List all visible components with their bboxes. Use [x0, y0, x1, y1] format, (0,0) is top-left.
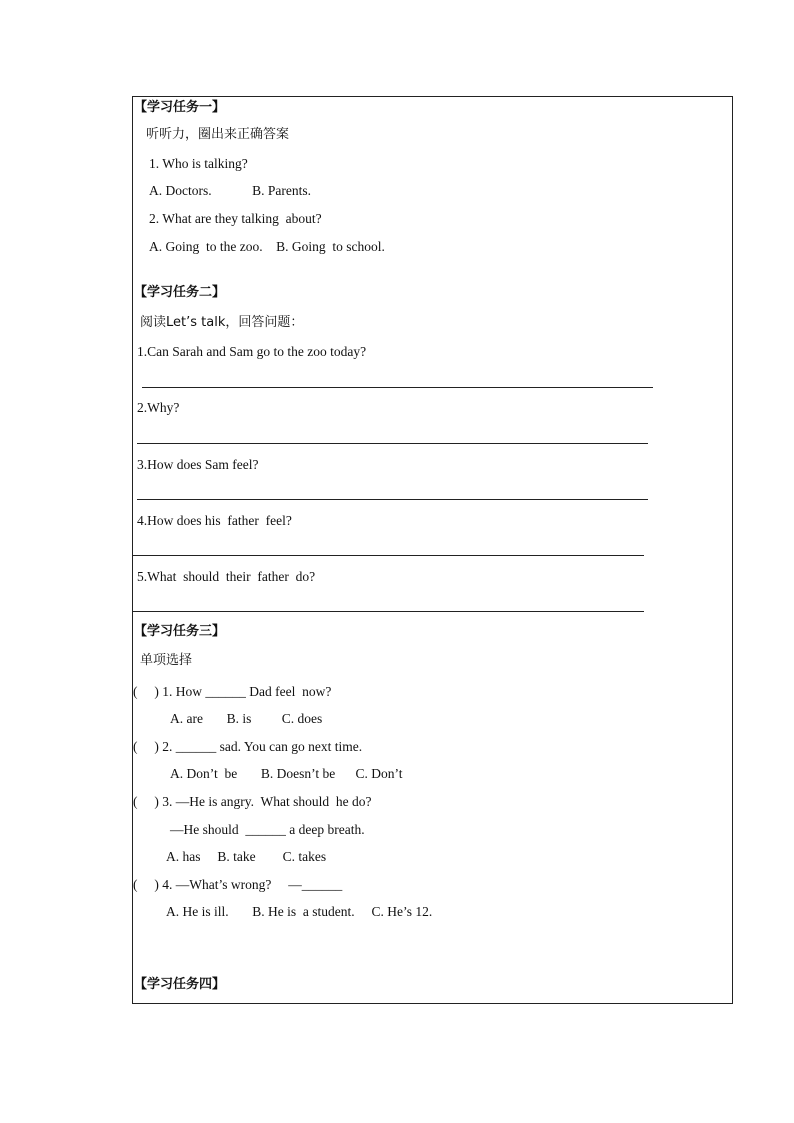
task2-question-4: 4.How does his father feel? — [137, 513, 292, 528]
task1-question-2: 2. What are they talking about? — [149, 211, 322, 226]
task3-instruction: 单项选择 — [140, 653, 193, 668]
task3-question-2: ( ) 2. ______ sad. You can go next time. — [133, 739, 363, 754]
task1-question-2-options: A. Going to the zoo. B. Going to school. — [149, 239, 385, 254]
task4-heading: 【学习任务四】 — [134, 977, 226, 992]
task2-question-2: 2.Why? — [137, 400, 180, 415]
answer-line-2 — [137, 443, 648, 444]
task2-question-3: 3.How does Sam feel? — [137, 457, 259, 472]
task2-instruction: 阅读Let’s talk，回答问题： — [140, 315, 304, 330]
task3-question-1: ( ) 1. How ______ Dad feel now? — [133, 684, 332, 699]
answer-line-5 — [133, 611, 644, 612]
worksheet-frame — [132, 96, 733, 1004]
answer-line-4 — [133, 555, 644, 556]
task3-question-3-options: A. has B. take C. takes — [166, 849, 327, 864]
task3-question-2-options: A. Don’t be B. Doesn’t be C. Don’t — [170, 766, 403, 781]
answer-line-1 — [142, 387, 653, 388]
task1-heading: 【学习任务一】 — [134, 100, 226, 115]
task2-heading: 【学习任务二】 — [134, 285, 226, 300]
task2-question-1: 1.Can Sarah and Sam go to the zoo today? — [137, 344, 367, 359]
task1-question-1-options: A. Doctors. B. Parents. — [149, 183, 311, 198]
answer-line-3 — [137, 499, 648, 500]
task1-question-1: 1. Who is talking? — [149, 156, 248, 171]
task3-question-3-line2: —He should ______ a deep breath. — [170, 822, 365, 837]
task3-question-4: ( ) 4. —What’s wrong? —______ — [133, 877, 343, 892]
task2-question-5: 5.What should their father do? — [137, 569, 316, 584]
task3-question-1-options: A. are B. is C. does — [170, 711, 323, 726]
task3-question-3: ( ) 3. —He is angry. What should he do? — [133, 794, 372, 809]
task1-instruction: 听听力，圈出来正确答案 — [146, 127, 290, 142]
task3-heading: 【学习任务三】 — [134, 624, 226, 639]
task3-question-4-options: A. He is ill. B. He is a student. C. He’s 12. — [166, 904, 433, 919]
